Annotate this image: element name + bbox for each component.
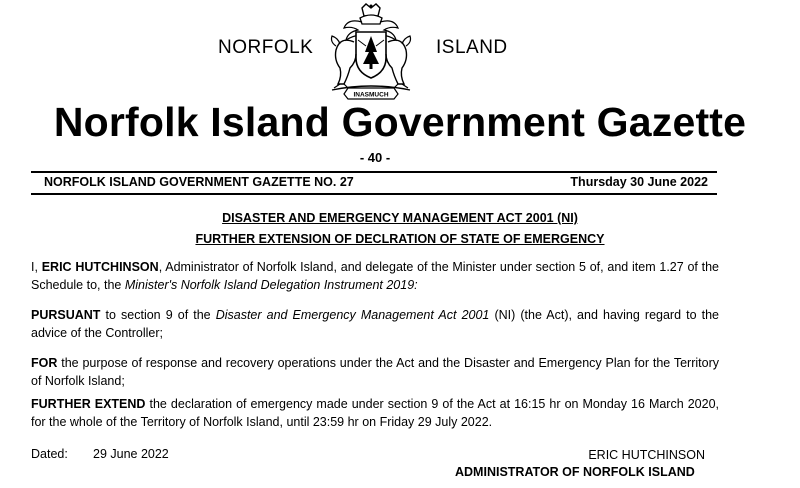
page-number: - 40 - bbox=[359, 150, 391, 165]
masthead-left-word: NORFOLK bbox=[218, 37, 314, 58]
p1-text: , Administrator of Norfolk Island, and delegate of the Minister under section 5 of, and item 1.27 of the Schedule to, the bbox=[31, 260, 720, 292]
signer-name: ERIC HUTCHINSON bbox=[588, 448, 705, 462]
issue-line bbox=[44, 175, 708, 189]
p2-text1: to section 9 of the bbox=[100, 308, 216, 322]
paragraph-extend bbox=[31, 395, 719, 431]
p2-text2: (NI) (the Act), and having regard to the advice of the Controller; bbox=[31, 308, 719, 340]
p3-keyword: FOR bbox=[31, 356, 58, 370]
gazette-title: Norfolk Island Government Gazette bbox=[53, 99, 747, 145]
p1-lead: I, bbox=[31, 260, 42, 274]
norfolk-island-crest-logo bbox=[318, 2, 424, 100]
issue-date: Thursday 30 June 2022 bbox=[570, 175, 708, 189]
p1-name: ERIC HUTCHINSON bbox=[41, 260, 159, 274]
paragraph-pursuant bbox=[31, 306, 719, 342]
paragraph-purpose bbox=[31, 354, 719, 390]
signer-role: ADMINISTRATOR OF NORFOLK ISLAND bbox=[455, 465, 695, 479]
issue-label: NORFOLK ISLAND GOVERNMENT GAZETTE NO. 27 bbox=[44, 175, 354, 189]
p3-text: the purpose of response and recovery operations under the Act and the Disaster and Emergency Plan for the Territory of Norfolk Island; bbox=[31, 356, 719, 388]
divider-bottom bbox=[31, 193, 717, 195]
p1-instrument: Minister's Norfolk Island Delegation Instrument 2019: bbox=[124, 278, 418, 292]
p4-keyword: FURTHER EXTEND bbox=[31, 397, 146, 411]
dated-label: Dated: bbox=[31, 447, 68, 461]
subject-heading: FURTHER EXTENSION OF DECLRATION OF STATE OF EMERGENCY bbox=[195, 232, 605, 246]
dated-line bbox=[31, 447, 169, 461]
divider-top bbox=[31, 171, 717, 173]
masthead-right-word: ISLAND bbox=[436, 37, 508, 58]
crest-motto: INASMUCH bbox=[353, 91, 389, 99]
p2-act: Disaster and Emergency Management Act 2001 bbox=[215, 308, 490, 322]
dated-value: 29 June 2022 bbox=[93, 447, 169, 461]
signature-block bbox=[455, 447, 705, 481]
p4-text: the declaration of emergency made under section 9 of the Act at 16:15 hr on Monday 16 March 2020, for the whole of the Territory of Norfolk Island, until 23:59 hr on Friday 29 July 2022. bbox=[31, 397, 719, 429]
paragraph-appointment bbox=[31, 258, 719, 294]
p2-keyword: PURSUANT bbox=[31, 308, 101, 322]
act-heading: DISASTER AND EMERGENCY MANAGEMENT ACT 2001 (NI) bbox=[222, 211, 578, 225]
